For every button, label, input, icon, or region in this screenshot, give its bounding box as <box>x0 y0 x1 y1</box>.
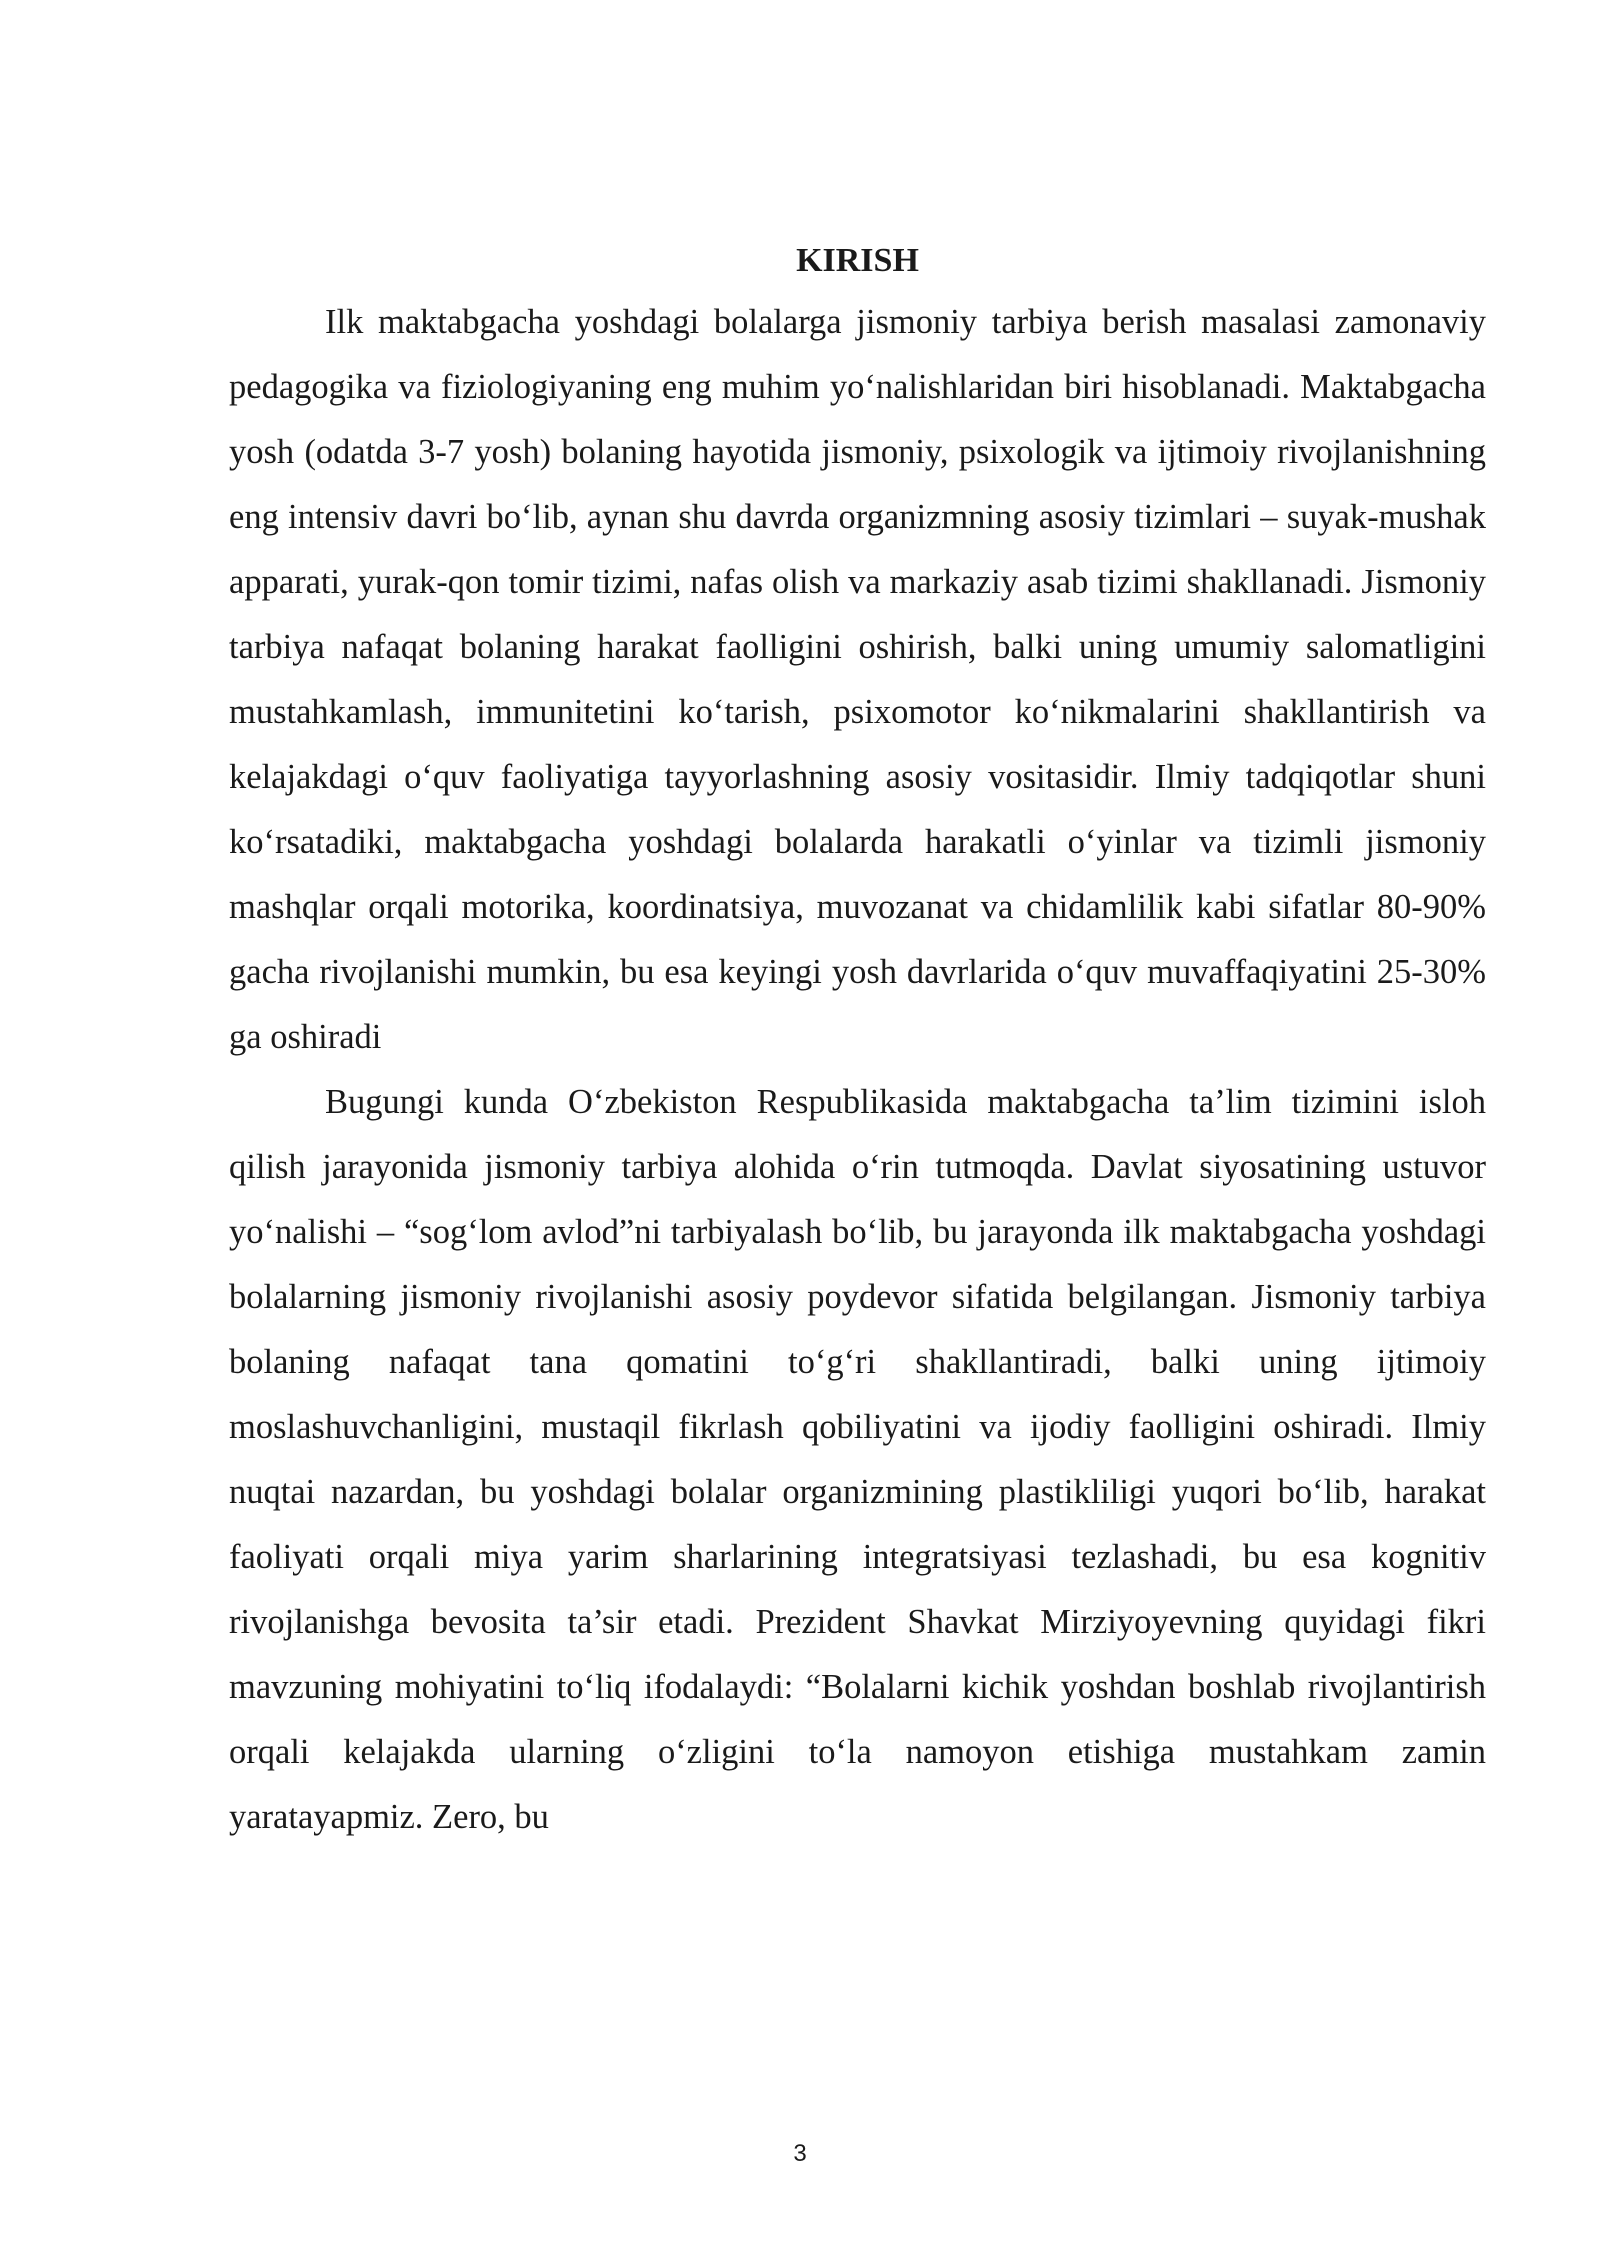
paragraph-1: Ilk maktabgacha yoshdagi bolalarga jismoniy tarbiya berish masalasi zamonaviy pedagogika va fiziologiyaning eng muhim yo‘nalishlaridan biri hisoblanadi. Maktabgacha yosh (odatda 3-7 yosh) bolaning hayotida jismoniy, psixologik va ijtimoiy rivojlanishning eng intensiv davri bo‘lib, aynan shu davrda organizmning asosiy tizimlari – suyak-mushak apparati, yurak-qon tomir tizimi, nafas olish va markaziy asab tizimi shakllanadi. Jismoniy tarbiya nafaqat bolaning harakat faolligini oshirish, balki uning umumiy salomatligini mustahkamlash, immunitetini ko‘tarish, psixomotor ko‘nikmalarini shakllantirish va kelajakdagi o‘quv faoliyatiga tayyorlashning asosiy vositasidir. Ilmiy tadqiqotlar shuni ko‘rsatadiki, maktabgacha yoshdagi bolalarda harakatli o‘yinlar va tizimli jismoniy mashqlar orqali motorika, koordinatsiya, muvozanat va chidamlilik kabi sifatlar 80-90% gacha rivojlanishi mumkin, bu esa keyingi yosh davrlarida o‘quv muvaffaqiyatini 25-30% ga oshiradi <box>229 303 1486 1056</box>
page-number: 3 <box>793 2140 807 2167</box>
section-title: KIRISH <box>796 242 919 279</box>
page-content <box>229 236 1486 1850</box>
paragraph-2: Bugungi kunda O‘zbekiston Respublikasida maktabgacha ta’lim tizimini isloh qilish jarayonida jismoniy tarbiya alohida o‘rin tutmoqda. Davlat siyosatining ustuvor yo‘nalishi – “sog‘lom avlod”ni tarbiyalash bo‘lib, bu jarayonda ilk maktabgacha yoshdagi bolalarning jismoniy rivojlanishi asosiy poydevor sifatida belgilangan. Jismoniy tarbiya bolaning nafaqat tana qomatini to‘g‘ri shakllantiradi, balki uning ijtimoiy moslashuvchanligini, mustaqil fikrlash qobiliyatini va ijodiy faolligini oshiradi. Ilmiy nuqtai nazardan, bu yoshdagi bolalar organizmining plastikliligi yuqori bo‘lib, harakat faoliyati orqali miya yarim sharlarining integratsiyasi tezlashadi, bu esa kognitiv rivojlanishga bevosita ta’sir etadi. Prezident Shavkat Mirziyoyevning quyidagi fikri mavzuning mohiyatini to‘liq ifodalaydi: “Bolalarni kichik yoshdan boshlab rivojlantirish orqali kelajakda ularning o‘zligini to‘la namoyon etishiga mustahkam zamin yaratayapmiz. Zero, bu <box>229 1083 1486 1836</box>
